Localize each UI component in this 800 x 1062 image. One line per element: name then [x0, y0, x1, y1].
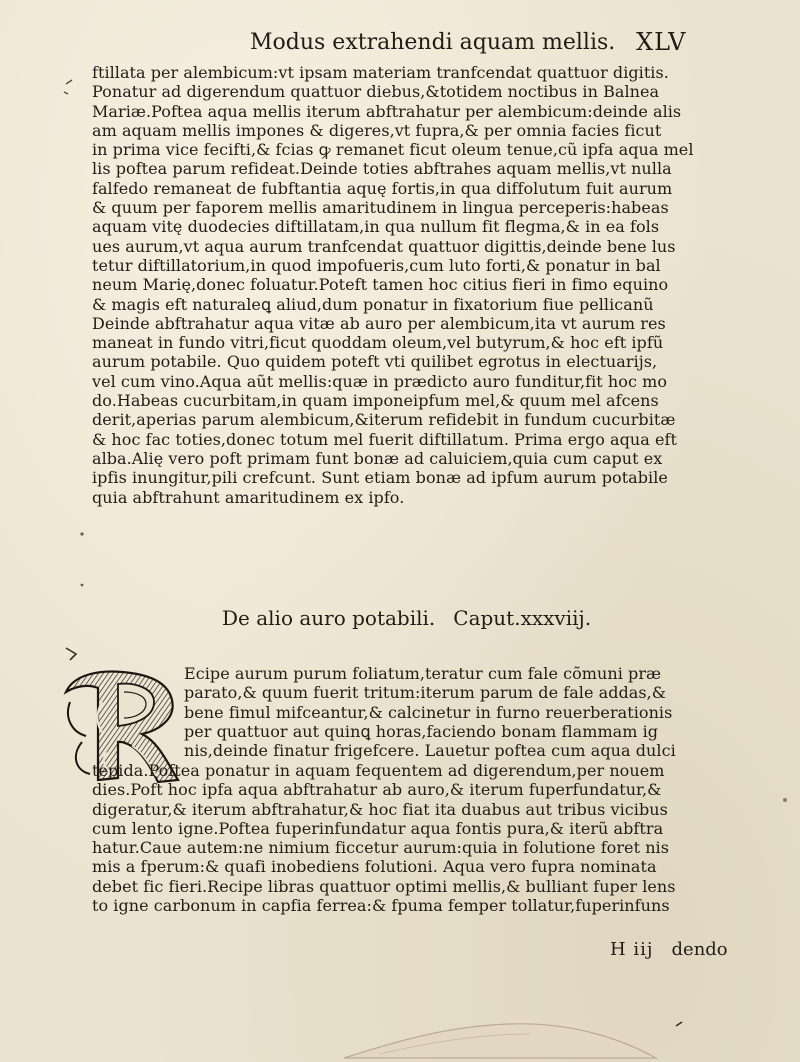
text-line: per quattuor aut quinꝗ horas,faciendo bonam flammam ig: [184, 721, 659, 741]
text-line: aquam vitę duodecies diftillatam,in qua nullum fit flegma,& in ea fols: [92, 217, 660, 237]
text-line: tetur diftillatorium,in quod impofueris,cum luto forti,& ponatur in bal: [92, 255, 661, 275]
margin-mark: [676, 1022, 682, 1026]
text-line: falfedo remaneat de fubftantia aquę fortis,in qua diffolutum fuit aurum: [92, 178, 673, 198]
text-line: Ecipe aurum purum foliatum,teratur cum fale cõmuni præ: [184, 664, 662, 683]
text-line: digeratur,& iterum abftrahatur,& hoc fiat ita duabus aut tribus vicibus: [92, 799, 668, 819]
text-line: aurum potabile. Quo quidem poteft vti quilibet egrotus in electuarijs,: [92, 352, 658, 372]
continued-text-block: [92, 761, 722, 915]
text-line: bene fimul mifceantur,& calcinetur in furno reuerberationis: [184, 702, 673, 722]
text-line: cum lento igne.Poftea fuperinfundatur aqua fontis pura,& iterũ abftra: [92, 818, 664, 838]
text-line: debet fic fieri.Recipe libras quattuor optimi mellis,& bulliant fuper lens: [92, 876, 676, 896]
lower-margin-stain: [340, 1018, 660, 1062]
text-line: maneat in fundo vitri,ficut quoddam oleum,vel butyrum,& hoc eft ipfũ: [92, 333, 664, 353]
text-line: mis a fperum:& quafi inobediens folutioni. Aqua vero fupra nominata: [92, 857, 657, 877]
text-line: do.Habeas cucurbitam,in quam imponeipfum mel,& quum mel afcens: [92, 391, 659, 411]
text-line: quia abftrahunt amaritudinem ex ipfo.: [92, 487, 405, 507]
text-line: & hoc fac toties,donec totum mel fuerit diftillatum. Prima ergo aqua eft: [92, 429, 677, 449]
text-line: Deinde abftrahatur aqua vitæ ab auro per alembicum,ita vt aurum res: [92, 313, 666, 333]
margin-mark: [64, 80, 72, 94]
text-line: ipfis inungitur,pili crefcunt. Sunt etiam bonæ ad ipfum aurum potabile: [92, 468, 668, 488]
page-header: [0, 24, 800, 64]
chapter-title: De alio auro potabili.: [222, 606, 436, 630]
text-line: ftillata per alembicum:vt ipsam materiam tranfcendat quattuor digitis.: [92, 63, 669, 82]
folio-number: XLV: [636, 28, 687, 56]
initial-text-block: [184, 664, 724, 760]
text-line: dies.Poft hoc ipfa aqua abftrahatur ab auro,& iterum fuperfundatur,&: [92, 780, 662, 800]
text-line: & magis eft naturaleꝗ aliud,dum ponatur in fixatorium fiue pellicanũ: [92, 294, 654, 314]
text-line: derit,aperias parum alembicum,&iterum refidebit in fundum cucurbitæ: [92, 410, 676, 430]
ink-speck: [783, 798, 787, 802]
main-text-block: [92, 63, 712, 507]
chapter-number: Caput.xxxviij.: [453, 606, 592, 630]
chapter-heading: [222, 606, 591, 630]
text-line: parato,& quum fuerit tritum:iterum parum de fale addas,&: [184, 683, 667, 703]
text-line: am aquam mellis impones & digeres,vt fupra,& per omnia facies ficut: [92, 120, 662, 140]
signature-catchword: [610, 939, 728, 960]
text-line: tepida.Poftea ponatur in aquam fequentem ad digerendum,per nouem: [92, 761, 665, 780]
text-line: Ponatur ad digerendum quattuor diebus,&totidem noctibus in Balnea: [92, 82, 660, 102]
margin-mark: [66, 648, 76, 660]
text-line: ues aurum,vt aqua aurum tranfcendat quattuor digittis,deinde bene lus: [92, 236, 676, 256]
text-line: to igne carbonum in capfia ferrea:& fpuma femper tollatur,fuperinfuns: [92, 896, 670, 916]
text-line: nis,deinde finatur frigefcere. Lauetur poftea cum aqua dulci: [184, 741, 676, 761]
text-line: vel cum vino.Aqua aũt mellis:quæ in prædicto auro funditur,fit hoc mo: [92, 371, 667, 391]
catchword: dendo: [671, 939, 728, 960]
running-title: Modus extrahendi aquam mellis.: [250, 30, 616, 55]
text-line: hatur.Caue autem:ne nimium ficcetur aurum:quia in folutione foret nis: [92, 838, 669, 858]
text-line: lis poftea parum refideat.Deinde toties abftrahes aquam mellis,vt nulla: [92, 159, 672, 179]
text-line: Mariæ.Poftea aqua mellis iterum abftrahatur per alembicum:deinde alis: [92, 101, 682, 121]
text-line: in prima vice fecifti,& fcias ꝙ remanet ficut oleum tenue,cũ ipfa aqua mel: [92, 140, 694, 160]
signature-mark: H iij: [610, 939, 654, 960]
text-line: alba.Alię vero poft primam funt bonæ ad caluiciem,quia cum caput ex: [92, 448, 663, 468]
ink-speck: [81, 584, 84, 587]
ink-speck: [80, 532, 83, 535]
text-line: neum Marię,donec foluatur.Poteft tamen hoc citius fieri in fimo equino: [92, 275, 669, 295]
text-line: & quum per faporem mellis amaritudinem in lingua perceperis:habeas: [92, 198, 669, 218]
